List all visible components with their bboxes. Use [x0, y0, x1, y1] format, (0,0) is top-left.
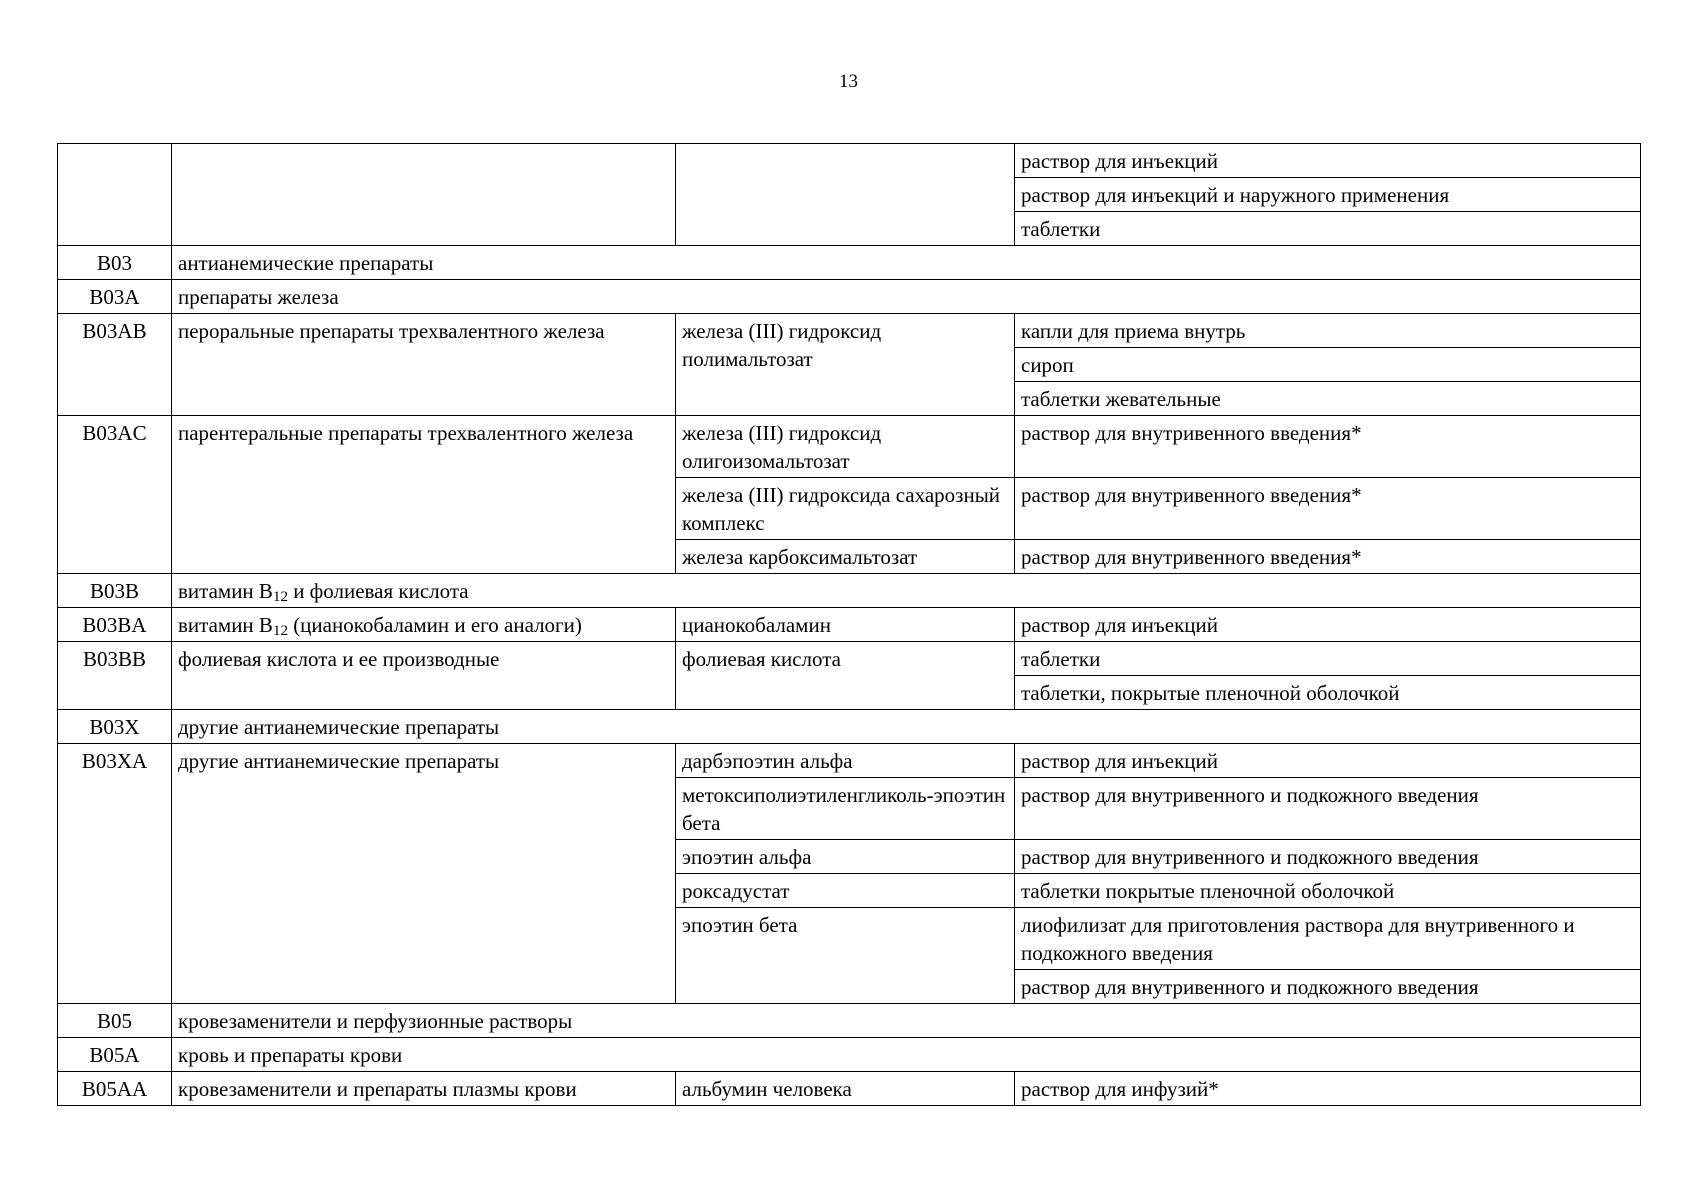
- page-number: 13: [839, 71, 858, 92]
- atc-group-cell: кровезаменители и перфузионные растворы: [172, 1004, 1641, 1038]
- drug-name-cell: железа (III) гидроксида сахарозный комплекс: [676, 478, 1015, 540]
- table-row: [58, 314, 1641, 348]
- dosage-form-cell: таблетки, покрытые пленочной оболочкой: [1015, 676, 1641, 710]
- atc-group-cell: [172, 574, 1641, 608]
- atc-group-cell: парентеральные препараты трехвалентного железа: [172, 416, 676, 574]
- group-text: витамин B: [178, 613, 273, 637]
- subscript: 12: [272, 623, 288, 639]
- atc-group-cell: кровезаменители и препараты плазмы крови: [172, 1072, 676, 1106]
- drug-name-cell: эпоэтин бета: [676, 908, 1015, 1004]
- drug-name-cell: дарбэпоэтин альфа: [676, 744, 1015, 778]
- dosage-form-cell: раствор для внутривенного и подкожного введения: [1015, 840, 1641, 874]
- dosage-form-cell: сироп: [1015, 348, 1641, 382]
- atc-code-cell: B03B: [58, 574, 172, 608]
- drug-name-cell: железа (III) гидроксид полимальтозат: [676, 314, 1015, 416]
- atc-code-cell: B03: [58, 246, 172, 280]
- atc-group-cell: пероральные препараты трехвалентного железа: [172, 314, 676, 416]
- dosage-form-cell: раствор для инъекций: [1015, 144, 1641, 178]
- atc-code-cell: B05: [58, 1004, 172, 1038]
- drug-name-cell: железа карбоксимальтозат: [676, 540, 1015, 574]
- table-row: [58, 280, 1641, 314]
- dosage-form-cell: раствор для внутривенного введения*: [1015, 416, 1641, 478]
- atc-code-cell: B03XA: [58, 744, 172, 1004]
- dosage-form-cell: капли для приема внутрь: [1015, 314, 1641, 348]
- table-row: [58, 144, 1641, 178]
- atc-group-cell: другие антианемические препараты: [172, 744, 676, 1004]
- table-row: [58, 416, 1641, 478]
- dosage-form-cell: лиофилизат для приготовления раствора для внутривенного и подкожного введения: [1015, 908, 1641, 970]
- atc-group-cell: фолиевая кислота и ее производные: [172, 642, 676, 710]
- atc-group-cell: [172, 608, 676, 642]
- atc-code-cell: B03A: [58, 280, 172, 314]
- dosage-form-cell: раствор для внутривенного и подкожного введения: [1015, 778, 1641, 840]
- table-row: [58, 1004, 1641, 1038]
- dosage-form-cell: таблетки: [1015, 212, 1641, 246]
- dosage-form-cell: раствор для инъекций: [1015, 744, 1641, 778]
- table-row: [58, 608, 1641, 642]
- group-text: (цианокобаламин и его аналоги): [287, 613, 582, 637]
- group-text: витамин B: [178, 579, 273, 603]
- atc-code-cell: B03AC: [58, 416, 172, 574]
- drug-name-cell: фолиевая кислота: [676, 642, 1015, 710]
- atc-code-cell: B05A: [58, 1038, 172, 1072]
- table-row: [58, 710, 1641, 744]
- subscript: 12: [272, 589, 288, 605]
- drug-name-cell: метоксиполиэтиленгликоль-эпоэтин бета: [676, 778, 1015, 840]
- dosage-form-cell: раствор для инъекций и наружного применения: [1015, 178, 1641, 212]
- atc-code-cell: B03BA: [58, 608, 172, 642]
- dosage-form-cell: раствор для внутривенного введения*: [1015, 478, 1641, 540]
- atc-group-cell: препараты железа: [172, 280, 1641, 314]
- atc-group-cell: другие антианемические препараты: [172, 710, 1641, 744]
- dosage-form-cell: таблетки: [1015, 642, 1641, 676]
- dosage-form-cell: раствор для инъекций: [1015, 608, 1641, 642]
- group-text: и фолиевая кислота: [287, 579, 469, 603]
- table-row: [58, 744, 1641, 778]
- table-row: [58, 1038, 1641, 1072]
- dosage-form-cell: раствор для внутривенного введения*: [1015, 540, 1641, 574]
- dosage-form-cell: таблетки покрытые пленочной оболочкой: [1015, 874, 1641, 908]
- drug-name-cell: цианокобаламин: [676, 608, 1015, 642]
- atc-code-cell: B05AA: [58, 1072, 172, 1106]
- dosage-form-cell: раствор для инфузий*: [1015, 1072, 1641, 1106]
- dosage-form-cell: таблетки жевательные: [1015, 382, 1641, 416]
- table-row: [58, 574, 1641, 608]
- atc-group-cell: кровь и препараты крови: [172, 1038, 1641, 1072]
- atc-code-cell: B03AB: [58, 314, 172, 416]
- atc-code-cell: B03X: [58, 710, 172, 744]
- atc-code-cell: B03BB: [58, 642, 172, 710]
- dosage-form-cell: раствор для внутривенного и подкожного введения: [1015, 970, 1641, 1004]
- table-row: [58, 642, 1641, 676]
- drug-name-cell: роксадустат: [676, 874, 1015, 908]
- drug-name-cell: эпоэтин альфа: [676, 840, 1015, 874]
- drug-name-cell: железа (III) гидроксид олигоизомальтозат: [676, 416, 1015, 478]
- drug-name-cell: альбумин человека: [676, 1072, 1015, 1106]
- table-row: [58, 1072, 1641, 1106]
- table-row: [58, 246, 1641, 280]
- atc-group-cell: антианемические препараты: [172, 246, 1641, 280]
- drug-table: [57, 143, 1641, 1106]
